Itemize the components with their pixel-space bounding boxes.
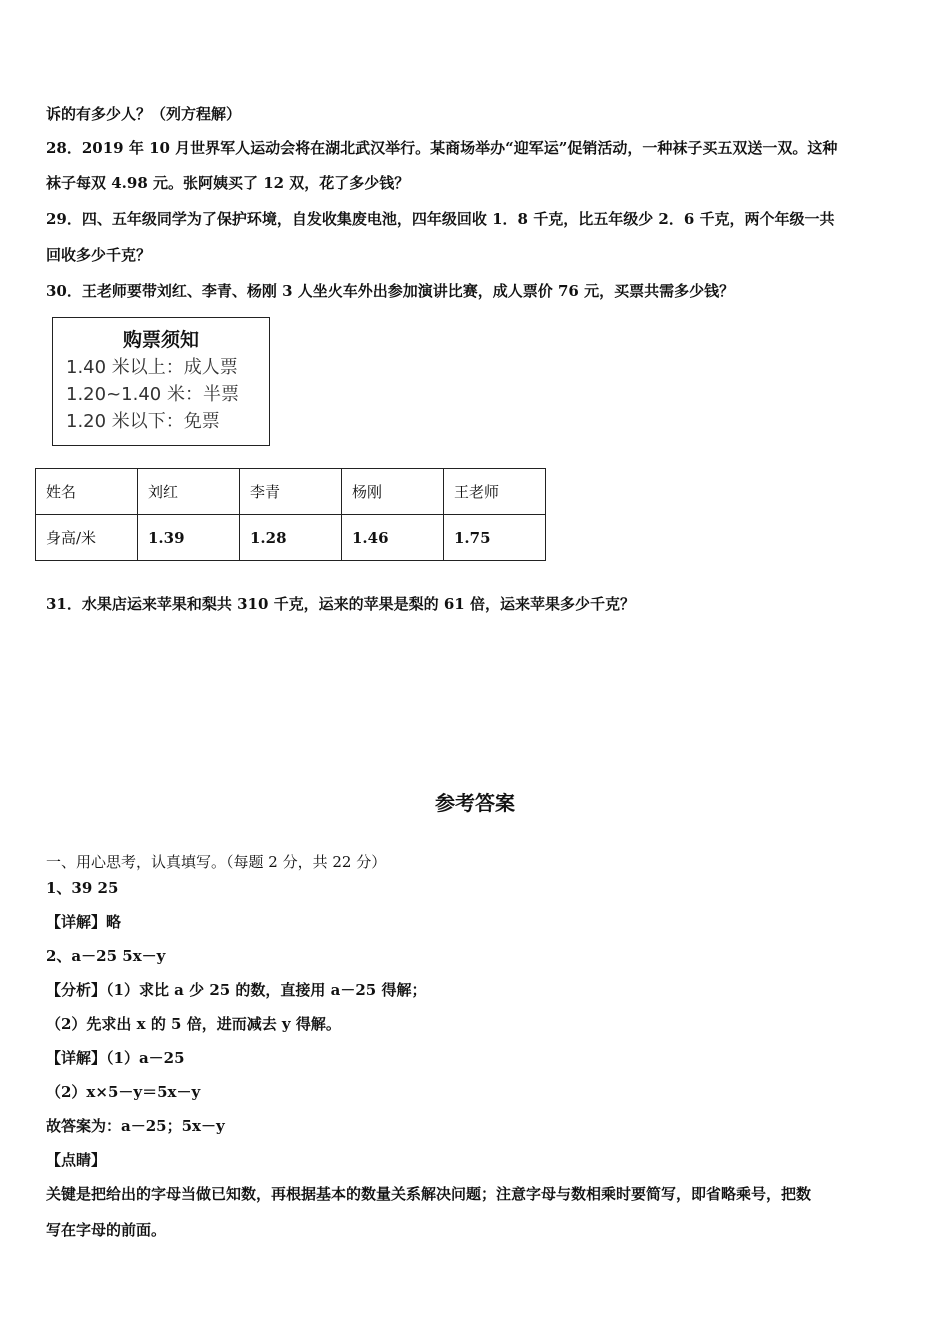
table-cell: 刘红 xyxy=(138,469,240,515)
table-row xyxy=(36,515,546,561)
table-cell: 身高/米 xyxy=(36,515,138,561)
table-cell: 李青 xyxy=(240,469,342,515)
answer-2-analysis-2: （2）先求出 x 的 5 倍，进而减去 y 得解。 xyxy=(46,1015,341,1033)
answer-2-comment-line1: 关键是把给出的字母当做已知数，再根据基本的数量关系解决问题；注意字母与数相乘时要简写，即省略乘号，把数 xyxy=(46,1185,812,1203)
table-cell: 1.39 xyxy=(138,515,240,561)
answer-2-comment-line2: 写在字母的前面。 xyxy=(46,1221,167,1239)
answer-2-detail: 【详解】（1）a－25 xyxy=(46,1049,185,1067)
ticket-rule: 1.20 米以下：免票 xyxy=(66,411,220,432)
answer-1: 1、39 25 xyxy=(46,879,119,897)
answer-1-detail: 【详解】略 xyxy=(46,913,122,931)
ticket-notice-title: 购票须知 xyxy=(122,329,199,351)
answer-2-detail-2: （2）x×5－y＝5x－y xyxy=(46,1083,201,1101)
answer-2-comment: 【点睛】 xyxy=(46,1151,107,1169)
table-cell: 1.46 xyxy=(342,515,444,561)
q27-tail: 诉的有多少人？（列方程解） xyxy=(46,105,242,123)
ticket-rule: 1.20~1.40 米：半票 xyxy=(66,384,239,405)
q30: 30．王老师要带刘红、李青、杨刚 3 人坐火车外出参加演讲比赛，成人票价 76 元，买票共需多少钱？ xyxy=(46,282,735,300)
answers-section: 一、用心思考，认真填写。（每题 2 分，共 22 分） xyxy=(46,853,387,871)
q28-line1: 28．2019 年 10 月世界军人运动会将在湖北武汉举行。某商场举办“迎军运”促销活动，一种袜子买五双送一双。这种 xyxy=(46,139,838,157)
table-cell: 王老师 xyxy=(444,469,546,515)
ticket-rule: 1.40 米以上：成人票 xyxy=(66,357,238,378)
answer-2-final: 故答案为：a－25；5x－y xyxy=(46,1117,225,1135)
table-row xyxy=(36,469,546,515)
q28-line2: 袜子每双 4.98 元。张阿姨买了 12 双，花了多少钱？ xyxy=(46,174,410,192)
height-table xyxy=(35,468,546,561)
ticket-notice-box xyxy=(52,317,270,446)
table-cell: 1.28 xyxy=(240,515,342,561)
table-cell: 1.75 xyxy=(444,515,546,561)
answer-2-analysis: 【分析】（1）求比 a 少 25 的数，直接用 a－25 得解； xyxy=(46,981,427,999)
q29-line1: 29．四、五年级同学为了保护环境，自发收集废电池，四年级回收 1．8 千克，比五年级少 2．6 千克，两个年级一共 xyxy=(46,210,835,228)
table-cell: 杨刚 xyxy=(342,469,444,515)
table-cell: 姓名 xyxy=(36,469,138,515)
q29-line2: 回收多少千克？ xyxy=(46,246,152,264)
answers-heading: 参考答案 xyxy=(435,791,515,815)
q31: 31．水果店运来苹果和梨共 310 千克，运来的苹果是梨的 61 倍，运来苹果多少千克？ xyxy=(46,595,635,613)
answer-2: 2、a－25 5x－y xyxy=(46,947,166,965)
